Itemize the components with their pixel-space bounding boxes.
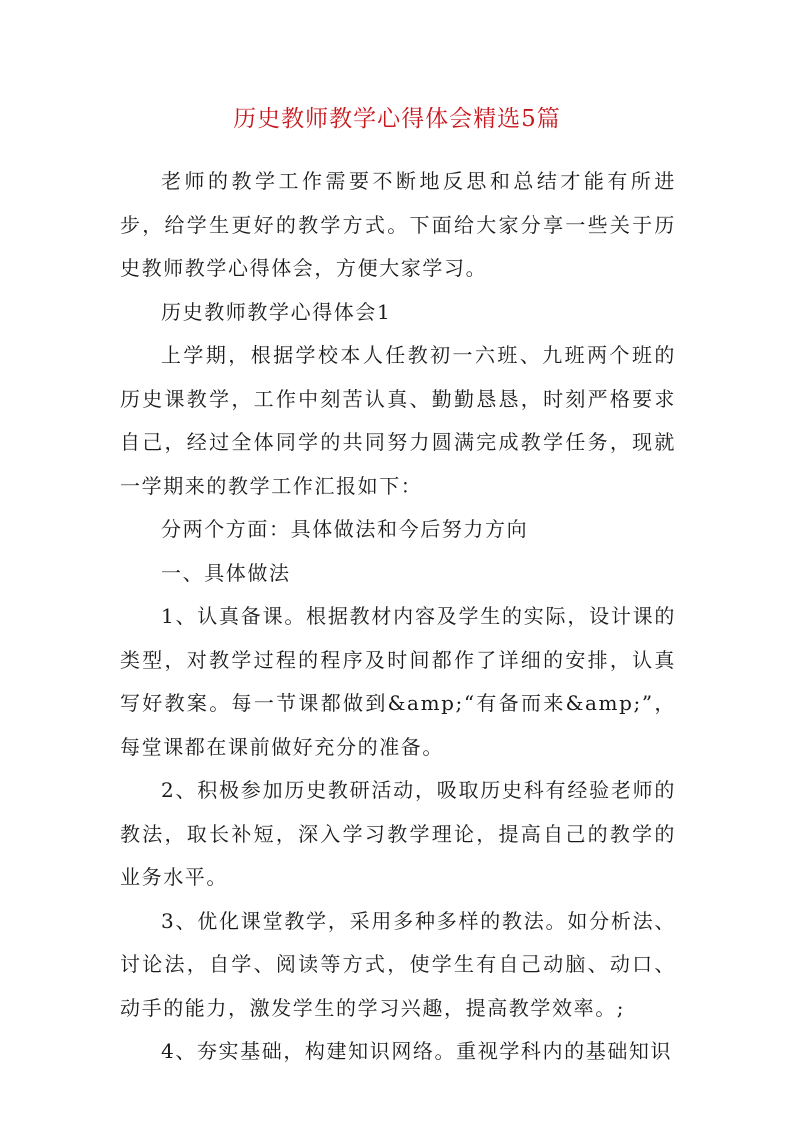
list-item: 4、夯实基础，构建知识网络。重视学科内的基础知识 — [161, 1039, 673, 1063]
section-heading: 历史教师教学心得体会1 — [161, 299, 392, 324]
subsection-heading: 一、具体做法 — [161, 560, 291, 585]
page-title: 历史教师教学心得体会精选5篇 — [233, 106, 561, 132]
list-item: 2、积极参加历史教研活动，吸取历史科有经验老师的教法，取长补短，深入学习教学理论，提高自己的教学的业务水平。 — [120, 778, 676, 889]
paragraph: 分两个方面：具体做法和今后努力方向 — [161, 517, 529, 541]
list-item: 3、优化课堂教学，采用多种多样的教法。如分析法、讨论法，自学、阅读等方式，使学生有自己动脑、动口、动手的能力，激发学生的学习兴趣，提高教学效率。; — [120, 908, 676, 1020]
paragraph: 上学期，根据学校本人任教初一六班、九班两个班的历史课教学，工作中刻苦认真、勤勤恳恳，时刻严格要求自己，经过全体同学的共同努力圆满完成教学任务，现就一学期来的教学工作汇报如下： — [120, 343, 676, 498]
document-body — [120, 160, 676, 1074]
list-item: 1、认真备课。根据教材内容及学生的实际，设计课的类型，对教学过程的程序及时间都作了详细的安排，认真写好教案。每一节课都做到&amp;“有备而来&amp;”，每堂课都在课前做好充分的准备。 — [120, 604, 676, 759]
intro-paragraph: 老师的教学工作需要不断地反思和总结才能有所进步，给学生更好的教学方式。下面给大家分享一些关于历史教师教学心得体会，方便大家学习。 — [120, 169, 676, 280]
